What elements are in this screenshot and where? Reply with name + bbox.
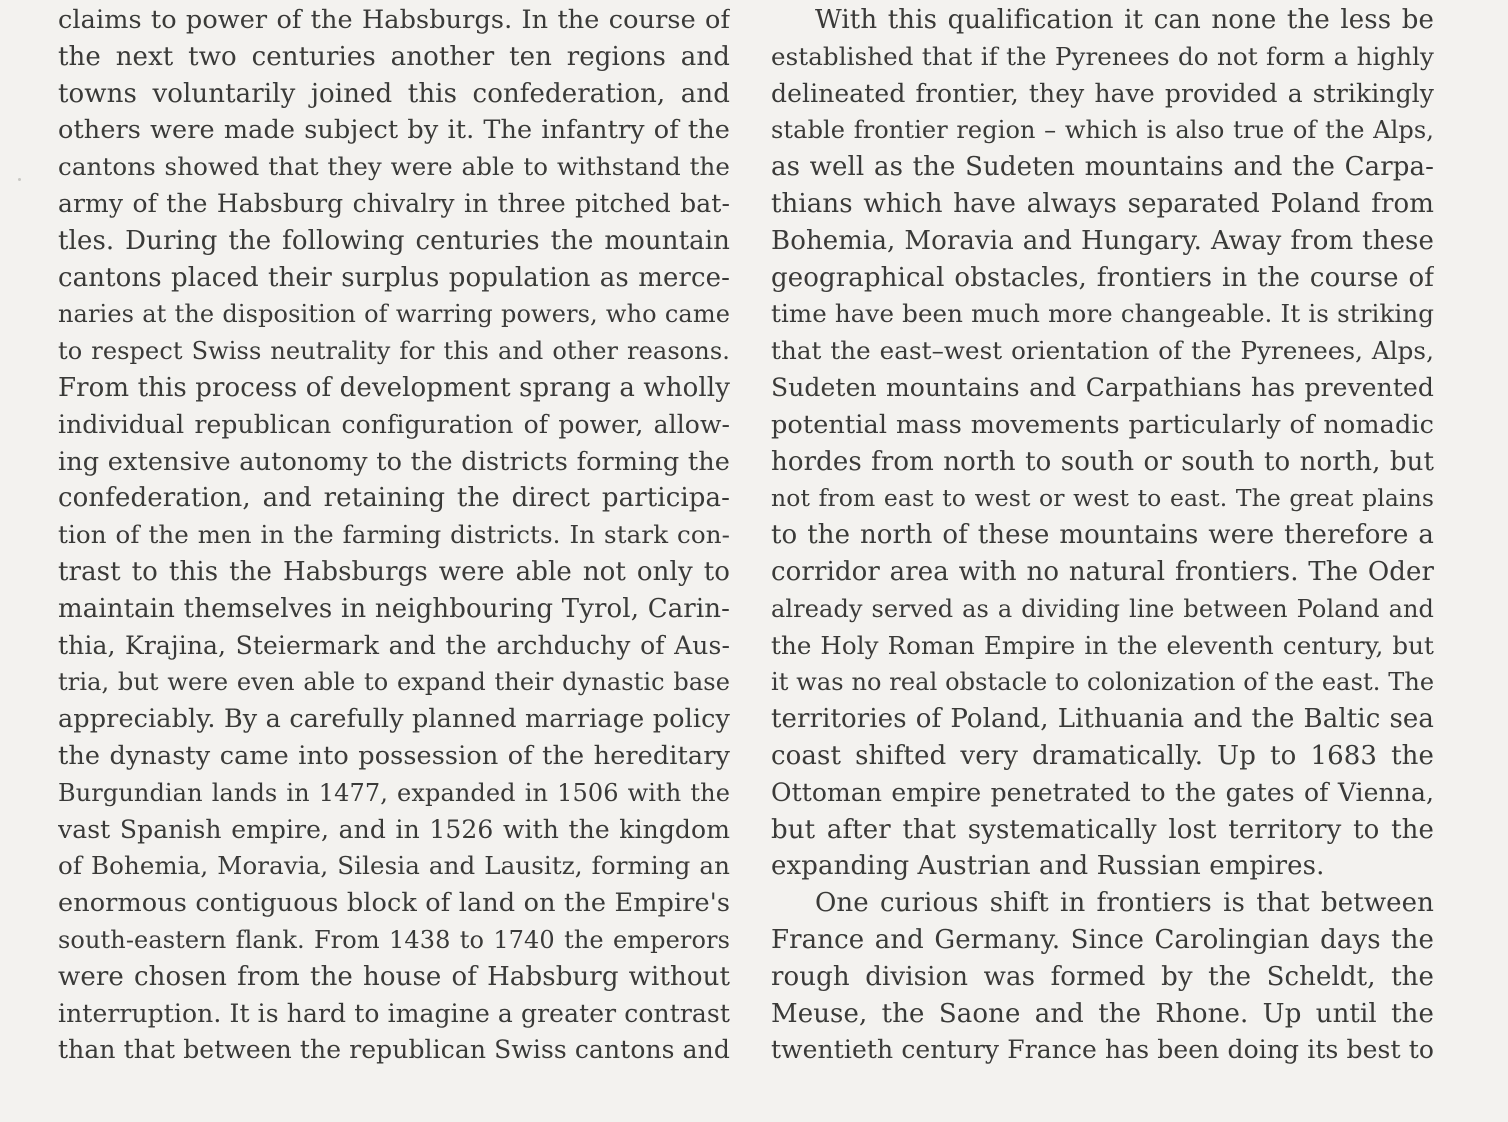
text-line: potential mass movements particularly of nomadic <box>771 409 1434 440</box>
text-line: to respect Swiss neutrality for this and other reasons. <box>58 337 730 366</box>
text-line: coast shifted very dramatically. Up to 1683 the <box>771 740 1434 771</box>
text-line: ing extensive autonomy to the districts forming the <box>58 446 730 477</box>
text-line: interruption. It is hard to imagine a greater contrast <box>58 998 730 1028</box>
text-line: tion of the men in the farming districts. In stark con- <box>58 520 730 550</box>
text-line: stable frontier region – which is also true of the Alps, <box>771 116 1434 145</box>
left-text-column <box>58 2 730 1069</box>
text-line: cantons showed that they were able to withstand the <box>58 152 730 182</box>
right-text-column <box>771 2 1434 1069</box>
text-line: Ottoman empire penetrated to the gates of Vienna, <box>771 777 1434 807</box>
text-line: south-eastern flank. From 1438 to 1740 the emperors <box>58 925 730 954</box>
text-line: naries at the disposition of warring powers, who came <box>58 300 730 329</box>
text-line: confederation, and retaining the direct participa- <box>58 483 730 514</box>
text-line: individual republican configuration of power, allow- <box>58 409 730 439</box>
text-line: that the east–west orientation of the Pyrenees, Alps, <box>771 336 1434 366</box>
text-line: thia, Krajina, Steiermark and the archduchy of Aus- <box>58 630 730 660</box>
text-line: as well as the Sudeten mountains and the Carpa- <box>771 152 1434 183</box>
page-speck <box>18 178 21 181</box>
text-line: time have been much more changeable. It is striking <box>771 299 1434 329</box>
text-line: established that if the Pyrenees do not form a highly <box>771 41 1434 71</box>
text-line: trast to this the Habsburgs were able not only to <box>58 556 730 587</box>
text-line: tles. During the following centuries the mountain <box>58 225 730 256</box>
text-line: Meuse, the Saone and the Rhone. Up until the <box>771 998 1434 1029</box>
text-line: territories of Poland, Lithuania and the Baltic sea <box>771 704 1434 735</box>
text-line: France and Germany. Since Carolingian days the <box>771 924 1434 955</box>
text-line: already served as a dividing line between Poland and <box>771 594 1434 623</box>
text-line: to the north of these mountains were therefore a <box>771 520 1434 551</box>
text-line: expanding Austrian and Russian empires. <box>771 851 1325 882</box>
text-line: Burgundian lands in 1477, expanded in 1506 with the <box>58 778 730 807</box>
text-line: claims to power of the Habsburgs. In the course of <box>58 5 730 35</box>
text-line: than that between the republican Swiss cantons and <box>58 1035 730 1065</box>
text-line: corridor area with no natural frontiers. The Oder <box>771 556 1434 587</box>
text-line: With this qualification it can none the less be <box>815 5 1434 35</box>
text-line: cantons placed their surplus population as merce- <box>58 262 730 293</box>
text-line: the Holy Roman Empire in the eleventh century, but <box>771 630 1434 660</box>
text-line: maintain themselves in neighbouring Tyrol, Carin- <box>58 593 730 624</box>
text-line: army of the Habsburg chivalry in three pitched bat- <box>58 188 730 218</box>
text-line: Sudeten mountains and Carpathians has prevented <box>771 372 1434 402</box>
text-line: geographical obstacles, frontiers in the course of <box>771 262 1434 293</box>
text-line: Bohemia, Moravia and Hungary. Away from these <box>771 225 1434 256</box>
text-line: the dynasty came into possession of the hereditary <box>58 740 730 771</box>
text-line: From this process of development sprang a wholly <box>58 372 730 403</box>
text-line: tria, but were even able to expand their dynastic base <box>58 668 730 697</box>
text-line: One curious shift in frontiers is that between <box>815 888 1434 919</box>
text-line: towns voluntarily joined this confederation, and <box>58 78 730 109</box>
text-line: not from east to west or west to east. The great plains <box>771 484 1434 513</box>
text-line: enormous contiguous block of land on the Empire's <box>58 888 730 919</box>
text-line: were chosen from the house of Habsburg without <box>58 961 730 992</box>
text-line: it was no real obstacle to colonization of the east. The <box>771 668 1434 697</box>
text-line: of Bohemia, Moravia, Silesia and Lausitz, forming an <box>58 851 730 881</box>
text-line: vast Spanish empire, and in 1526 with the kingdom <box>58 814 730 844</box>
text-line: hordes from north to south or south to north, but <box>771 446 1434 477</box>
text-line: delineated frontier, they have provided a strikingly <box>771 78 1434 108</box>
text-line: rough division was formed by the Scheldt, the <box>771 961 1434 992</box>
text-line: twentieth century France has been doing its best to <box>771 1035 1434 1065</box>
text-line: others were made subject by it. The infantry of the <box>58 115 730 146</box>
text-line: thians which have always separated Poland from <box>771 188 1434 219</box>
text-line: the next two centuries another ten regions and <box>58 41 730 72</box>
text-line: but after that systematically lost territory to the <box>771 814 1434 845</box>
text-line: appreciably. By a carefully planned marriage policy <box>58 704 730 735</box>
